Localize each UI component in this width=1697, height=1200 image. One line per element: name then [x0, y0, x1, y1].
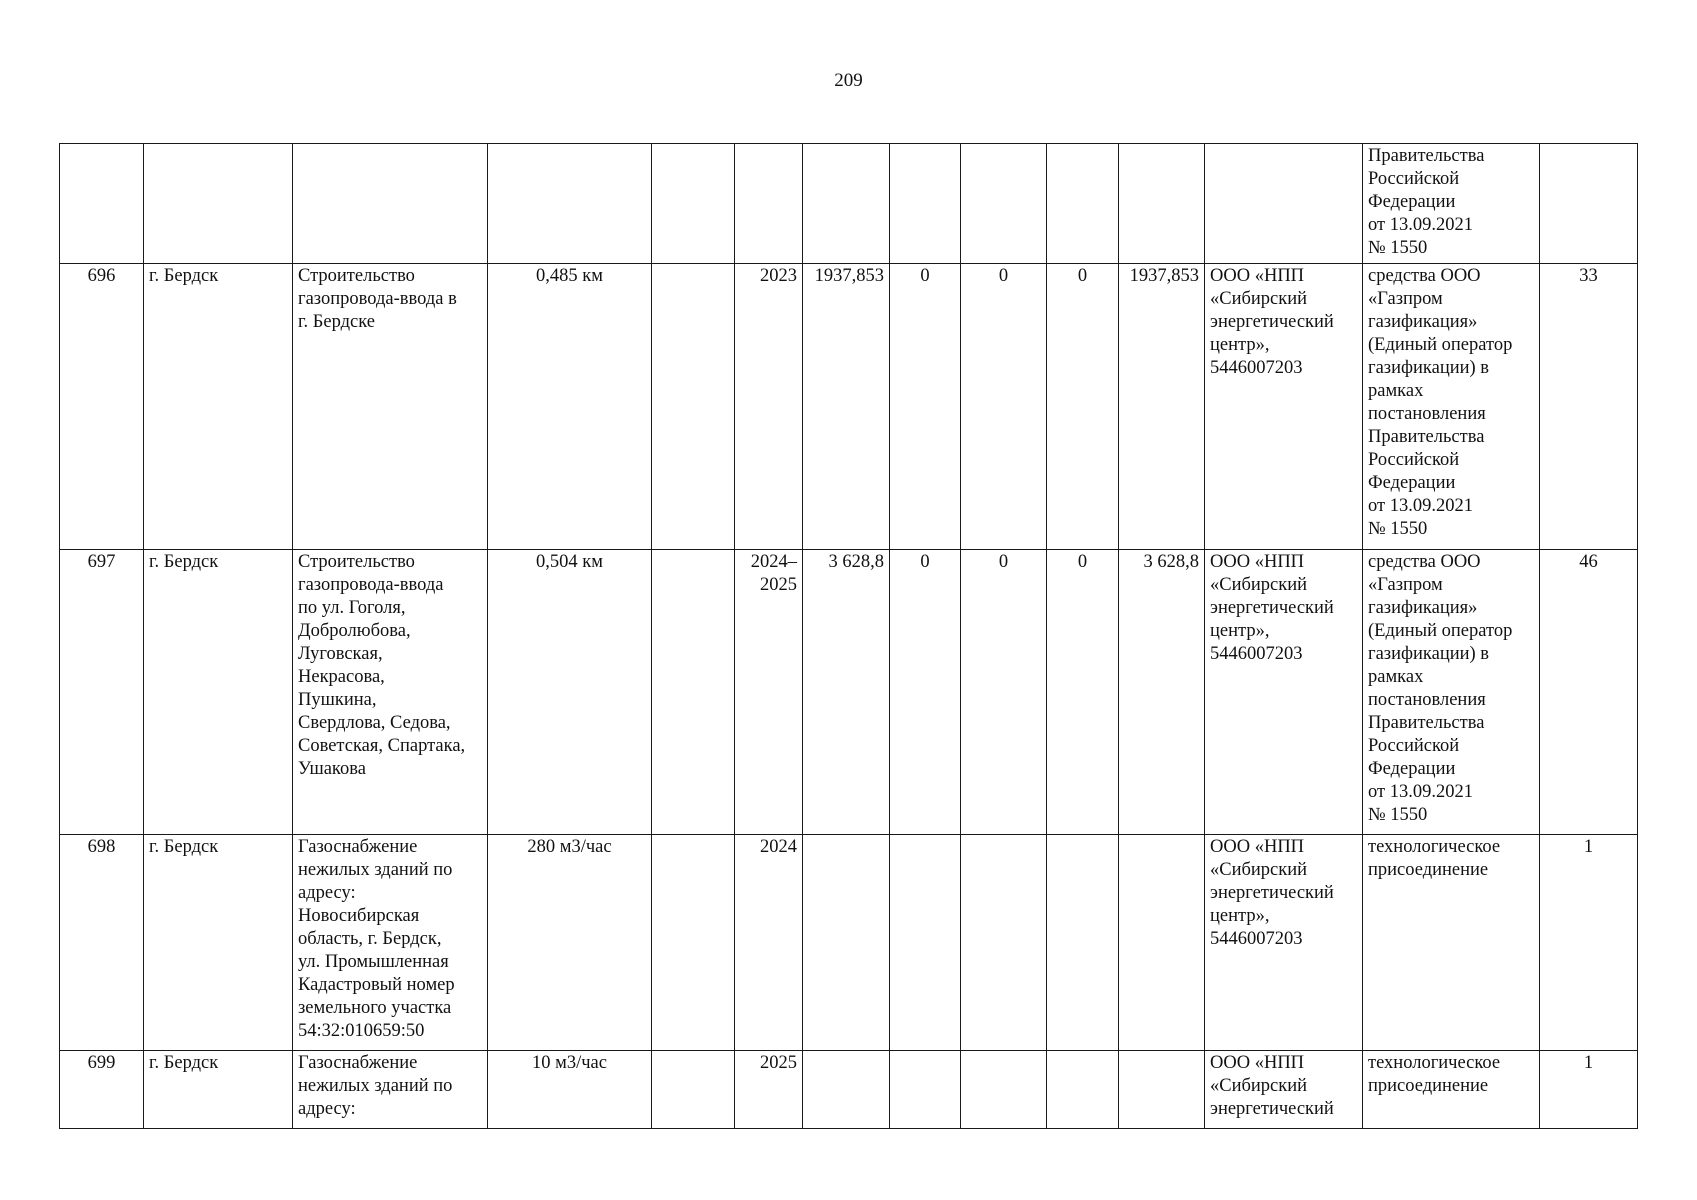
cell-line: ООО «НПП — [1210, 837, 1305, 857]
cost-value-cell — [1119, 264, 1205, 550]
cell-line: Строительство — [298, 266, 415, 286]
cell-line: нежилых зданий по — [298, 1076, 453, 1096]
row-number-cell — [60, 1051, 144, 1129]
cell-text: 1937,853 — [814, 266, 884, 286]
cell-line: (Единый оператор — [1368, 335, 1513, 355]
cell-line: газопровода-ввода — [298, 575, 444, 595]
cost-value-cell — [961, 144, 1047, 264]
cell-line: «Сибирский — [1210, 1076, 1308, 1096]
cell-text: 33 — [1579, 266, 1598, 286]
organization-cell — [1205, 835, 1363, 1051]
funding-source-cell — [1363, 264, 1540, 550]
cell-line: постановления — [1368, 404, 1486, 424]
cell-line: рамках — [1368, 667, 1424, 687]
cell-line: «Сибирский — [1210, 289, 1308, 309]
count-cell — [1540, 144, 1638, 264]
cell-text: 46 — [1579, 552, 1598, 572]
cell-text: г. Бердск — [149, 837, 219, 857]
cost-value-cell — [890, 1051, 961, 1129]
cell-line: Российской — [1368, 450, 1460, 470]
city-cell — [144, 550, 293, 835]
total-cost-cell — [803, 835, 890, 1051]
cell-line: Свердлова, Седова, — [298, 713, 451, 733]
cell-line: ул. Промышленная — [298, 952, 449, 972]
total-cost-cell — [803, 264, 890, 550]
description-cell — [293, 144, 488, 264]
cell-text: 10 м3/час — [532, 1053, 607, 1073]
cell-text: 0,485 км — [536, 266, 603, 286]
cost-value-cell — [1119, 835, 1205, 1051]
cell-line: 2024– — [750, 552, 797, 572]
description-cell — [293, 1051, 488, 1129]
table-row — [60, 550, 1638, 835]
cell-line: постановления — [1368, 690, 1486, 710]
cell-line: от 13.09.2021 — [1368, 782, 1473, 802]
organization-cell — [1205, 1051, 1363, 1129]
cell-line: № 1550 — [1368, 238, 1428, 258]
cell-line: от 13.09.2021 — [1368, 215, 1473, 235]
cost-value-cell — [961, 550, 1047, 835]
table-row — [60, 1051, 1638, 1129]
cell-line: ООО «НПП — [1210, 552, 1305, 572]
cell-line: «Сибирский — [1210, 860, 1308, 880]
count-cell — [1540, 835, 1638, 1051]
year-cell — [735, 1051, 803, 1129]
cell-line: технологическое — [1368, 837, 1501, 857]
capacity-cell — [488, 144, 652, 264]
cell-line: «Газпром — [1368, 575, 1443, 595]
cost-value-cell — [1119, 1051, 1205, 1129]
year-cell — [735, 835, 803, 1051]
cell-text: 0,504 км — [536, 552, 603, 572]
cell-line: Некрасова, — [298, 667, 385, 687]
empty-cell — [652, 550, 735, 835]
cell-line: Добролюбова, — [298, 621, 411, 641]
cell-text: г. Бердск — [149, 1053, 219, 1073]
cell-line: Российской — [1368, 169, 1460, 189]
cell-line: (Единый оператор — [1368, 621, 1513, 641]
cell-line: от 13.09.2021 — [1368, 496, 1473, 516]
cell-line: Федерации — [1368, 192, 1456, 212]
cell-text: 0 — [998, 552, 1009, 572]
count-cell — [1540, 1051, 1638, 1129]
cell-line: центр», — [1210, 335, 1270, 355]
cell-text: 0 — [998, 266, 1009, 286]
year-cell — [735, 550, 803, 835]
cost-value-cell — [961, 835, 1047, 1051]
table-row — [60, 264, 1638, 550]
cell-text: 1 — [1583, 1053, 1594, 1073]
empty-cell — [652, 144, 735, 264]
cost-value-cell — [961, 1051, 1047, 1129]
cell-line: Газоснабжение — [298, 1053, 418, 1073]
cell-line: энергетический — [1210, 598, 1334, 618]
cost-value-cell — [890, 835, 961, 1051]
empty-cell — [652, 1051, 735, 1129]
cell-line: газификации) в — [1368, 358, 1490, 378]
cell-line: энергетический — [1210, 883, 1334, 903]
cell-line: «Сибирский — [1210, 575, 1308, 595]
cell-line: адресу: — [298, 883, 356, 903]
funding-source-cell — [1363, 1051, 1540, 1129]
cell-line: 54:32:010659:50 — [298, 1021, 425, 1041]
organization-cell — [1205, 144, 1363, 264]
cell-line: газификации) в — [1368, 644, 1490, 664]
cell-line: Российской — [1368, 736, 1460, 756]
count-cell — [1540, 264, 1638, 550]
funding-source-cell — [1363, 144, 1540, 264]
cell-line: газификация» — [1368, 312, 1478, 332]
empty-cell — [652, 264, 735, 550]
page-number: 209 — [834, 70, 863, 91]
cell-line: Правительства — [1368, 146, 1485, 166]
cell-line: 2025 — [760, 575, 797, 595]
row-number-cell — [60, 550, 144, 835]
cell-line: «Газпром — [1368, 289, 1443, 309]
cost-value-cell — [890, 144, 961, 264]
cost-value-cell — [1119, 144, 1205, 264]
cost-value-cell — [1119, 550, 1205, 835]
cell-line: средства ООО — [1368, 552, 1481, 572]
cell-line: Луговская, — [298, 644, 383, 664]
table-row — [60, 144, 1638, 264]
description-cell — [293, 550, 488, 835]
count-cell — [1540, 550, 1638, 835]
cell-line: земельного участка — [298, 998, 452, 1018]
cell-line: нежилых зданий по — [298, 860, 453, 880]
city-cell — [144, 264, 293, 550]
cell-line: Пушкина, — [298, 690, 377, 710]
cell-line: средства ООО — [1368, 266, 1481, 286]
cell-line: Федерации — [1368, 473, 1456, 493]
cell-line: 5446007203 — [1210, 929, 1303, 949]
cell-text: 0 — [1077, 266, 1088, 286]
year-cell — [735, 144, 803, 264]
cell-text: 0 — [1077, 552, 1088, 572]
cell-line: 5446007203 — [1210, 358, 1303, 378]
cell-line: энергетический — [1210, 312, 1334, 332]
cost-value-cell — [1047, 550, 1119, 835]
description-cell — [293, 835, 488, 1051]
table-body — [60, 144, 1638, 1129]
total-cost-cell — [803, 1051, 890, 1129]
cell-line: г. Бердске — [298, 312, 375, 332]
cell-line: по ул. Гоголя, — [298, 598, 406, 618]
cell-text: г. Бердск — [149, 552, 219, 572]
cost-value-cell — [890, 264, 961, 550]
row-number-cell — [60, 264, 144, 550]
capacity-cell — [488, 835, 652, 1051]
cell-line: Новосибирская — [298, 906, 420, 926]
cost-value-cell — [890, 550, 961, 835]
cell-line: присоединение — [1368, 860, 1489, 880]
cell-line: Строительство — [298, 552, 415, 572]
cell-text: 0 — [920, 552, 930, 572]
row-number-cell — [60, 835, 144, 1051]
cell-text: 0 — [920, 266, 930, 286]
cell-line: 2024 — [760, 837, 797, 857]
city-cell — [144, 144, 293, 264]
cell-line: ООО «НПП — [1210, 1053, 1305, 1073]
cost-value-cell — [1047, 1051, 1119, 1129]
cell-line: 5446007203 — [1210, 644, 1303, 664]
cell-line: Правительства — [1368, 427, 1485, 447]
year-cell — [735, 264, 803, 550]
cost-value-cell — [961, 264, 1047, 550]
cell-line: Правительства — [1368, 713, 1485, 733]
table-row — [60, 835, 1638, 1051]
capacity-cell — [488, 550, 652, 835]
city-cell — [144, 1051, 293, 1129]
cost-value-cell — [1047, 264, 1119, 550]
cell-line: газификация» — [1368, 598, 1478, 618]
cell-line: центр», — [1210, 906, 1270, 926]
cost-value-cell — [1047, 144, 1119, 264]
cell-line: газопровода-ввода в — [298, 289, 457, 309]
capacity-cell — [488, 1051, 652, 1129]
cell-line: Кадастровый номер — [298, 975, 455, 995]
cell-line: технологическое — [1368, 1053, 1501, 1073]
total-cost-cell — [803, 550, 890, 835]
cell-line: рамках — [1368, 381, 1424, 401]
cell-text: 1 — [1583, 837, 1594, 857]
cell-line: ООО «НПП — [1210, 266, 1305, 286]
cell-text: 1937,853 — [1129, 266, 1199, 286]
cell-text: 3 628,8 — [1143, 552, 1199, 572]
cost-value-cell — [1047, 835, 1119, 1051]
organization-cell — [1205, 550, 1363, 835]
cell-line: Федерации — [1368, 759, 1456, 779]
cell-text: г. Бердск — [149, 266, 219, 286]
cell-line: Ушакова — [298, 759, 366, 779]
cell-line: Советская, Спартака, — [298, 736, 466, 756]
cell-line: № 1550 — [1368, 805, 1428, 825]
cell-line: энергетический — [1210, 1099, 1334, 1119]
funding-source-cell — [1363, 550, 1540, 835]
total-cost-cell — [803, 144, 890, 264]
empty-cell — [652, 835, 735, 1051]
cell-text: 698 — [87, 837, 116, 857]
cell-text: 696 — [87, 266, 116, 286]
cell-line: 2023 — [760, 266, 797, 286]
data-table — [59, 143, 1638, 1129]
capacity-cell — [488, 264, 652, 550]
cell-text: 699 — [87, 1053, 116, 1073]
funding-source-cell — [1363, 835, 1540, 1051]
city-cell — [144, 835, 293, 1051]
cell-text: 280 м3/час — [527, 837, 612, 857]
cell-line: 2025 — [760, 1053, 797, 1073]
cell-text: 3 628,8 — [828, 552, 884, 572]
cell-line: адресу: — [298, 1099, 356, 1119]
description-cell — [293, 264, 488, 550]
cell-line: присоединение — [1368, 1076, 1489, 1096]
organization-cell — [1205, 264, 1363, 550]
cell-line: область, г. Бердск, — [298, 929, 442, 949]
cell-line: центр», — [1210, 621, 1270, 641]
cell-text: 697 — [87, 552, 116, 572]
row-number-cell — [60, 144, 144, 264]
cell-line: № 1550 — [1368, 519, 1428, 539]
cell-line: Газоснабжение — [298, 837, 418, 857]
